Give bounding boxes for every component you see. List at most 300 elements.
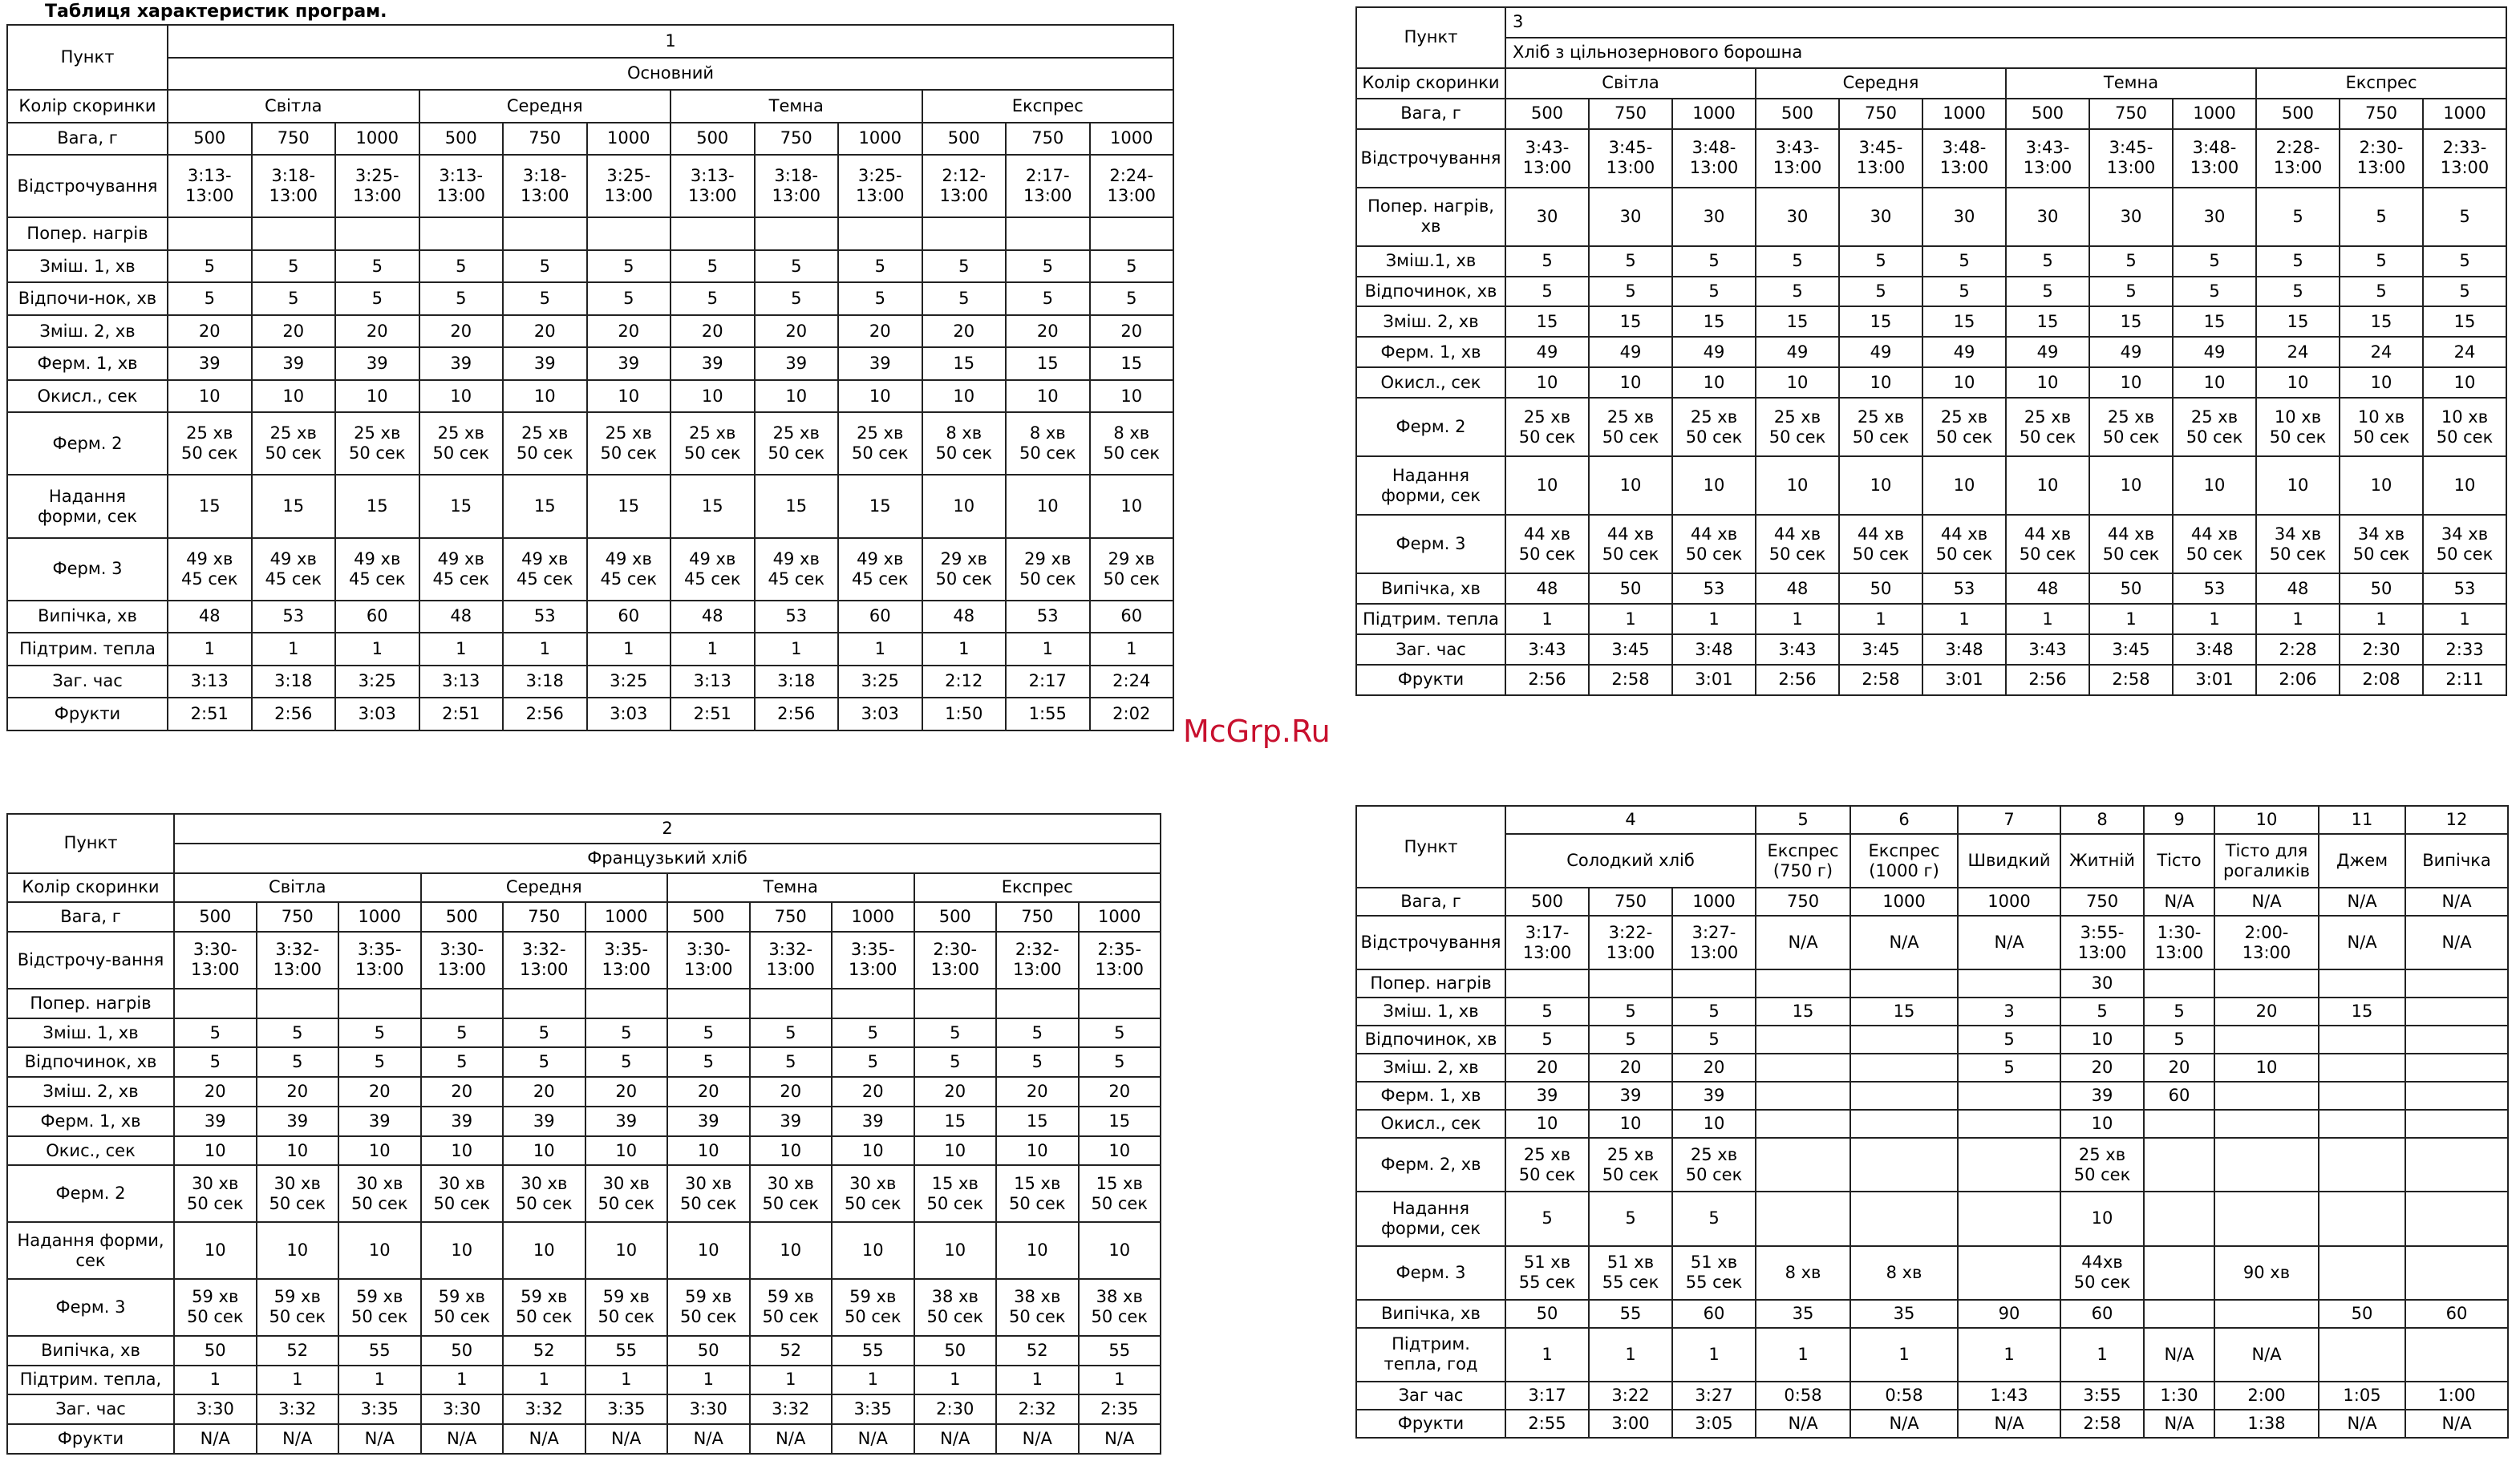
table-cell: 5 [838, 250, 922, 283]
table-cell [1672, 969, 1756, 998]
table-cell: 3:25 [335, 666, 419, 698]
table-cell: 1 [2340, 604, 2423, 634]
table-cell: 49 [1672, 337, 1756, 367]
table-cell: 5 [1839, 277, 1922, 307]
table-cell: Французький хліб [174, 844, 1161, 873]
table-cell: 1 [168, 25, 1173, 58]
table-row [1356, 665, 2506, 695]
table-cell: 15 [1756, 998, 1850, 1026]
row-label: Ферм. 3 [7, 1279, 174, 1336]
row-label: Надання форми, сек [1356, 1192, 1505, 1245]
table-cell: N/A [585, 1424, 668, 1454]
row-label: Вага, г [1356, 888, 1505, 916]
table-cell: 20 [503, 315, 587, 348]
table-cell [338, 989, 421, 1018]
table-cell [1850, 1192, 1958, 1245]
table-cell: 52 [503, 1336, 585, 1366]
row-label: Ферм. 1, хв [7, 1107, 174, 1136]
table-cell: 3:25- 13:00 [335, 155, 419, 217]
table-cell: 3:43- 13:00 [1505, 129, 1589, 188]
table-cell: 3:17 [1505, 1382, 1589, 1410]
table-cell: 25 хв 50 сек [2089, 398, 2173, 456]
table-cell: 3:22 [1589, 1382, 1672, 1410]
table-cell: 20 [421, 1077, 504, 1107]
table-cell: N/A [1756, 916, 1850, 969]
table-cell: 10 [2423, 367, 2506, 398]
table-cell [1505, 969, 1589, 998]
table-cell: 25 хв 50 сек [1672, 1138, 1756, 1192]
table-cell: 10 [2006, 367, 2089, 398]
table-cell: 500 [419, 123, 504, 156]
row-label: Підтрим. тепла [1356, 604, 1505, 634]
table-cell [252, 217, 336, 250]
table-row [7, 123, 1173, 156]
table-cell: 10 [2089, 456, 2173, 515]
table-cell: 5 [1006, 282, 1090, 315]
table-cell: 2:28- 13:00 [2256, 129, 2340, 188]
table-cell [1589, 969, 1672, 998]
table-cell: 25 хв 50 сек [335, 412, 419, 475]
row-label: Ферм. 3 [7, 538, 168, 601]
table-cell [1958, 1192, 2060, 1245]
row-label: Колір скоринки [1356, 68, 1505, 99]
row-label: Ферм. 2 [7, 1165, 174, 1222]
table-cell: 3:35- 13:00 [585, 932, 668, 989]
table-row [1356, 604, 2506, 634]
table-row [7, 814, 1161, 844]
table-cell: 59 хв 50 сек [421, 1279, 504, 1336]
table-cell: 5 [1505, 246, 1589, 277]
table-row [7, 932, 1161, 989]
table-row [7, 380, 1173, 413]
table-cell [832, 989, 914, 1018]
program-table-1 [6, 24, 1174, 731]
table-cell: 1000 [2423, 99, 2506, 129]
table-cell: 500 [168, 123, 252, 156]
table-cell: 5 [1756, 806, 1850, 834]
row-label: Відпочинок, хв [1356, 277, 1505, 307]
row-label: Зміш. 1, хв [7, 250, 168, 283]
table-cell: 15 [1672, 306, 1756, 337]
table-cell: 5 [587, 250, 671, 283]
table-cell: 2:58 [2089, 665, 2173, 695]
table-cell: 48 [168, 601, 252, 633]
table-cell: 15 [838, 475, 922, 537]
table-cell: 15 хв 50 сек [1079, 1165, 1161, 1222]
table-cell: 3:43- 13:00 [1756, 129, 1839, 188]
row-label: Попер. нагрів [7, 989, 174, 1018]
table-cell: N/A [2144, 1410, 2214, 1438]
row-label: Заг час [1356, 1382, 1505, 1410]
table-cell: 500 [2256, 99, 2340, 129]
table-row [1356, 188, 2506, 246]
table-cell: 60 [1090, 601, 1174, 633]
table-cell: 48 [2256, 573, 2340, 604]
table-cell: 2:00 [2214, 1382, 2319, 1410]
table-cell [2405, 1110, 2508, 1138]
table-cell: 750 [503, 902, 585, 932]
table-cell: 3:45- 13:00 [1589, 129, 1672, 188]
table-cell: 15 [2173, 306, 2256, 337]
table-cell: 750 [503, 123, 587, 156]
table-cell: 10 [587, 380, 671, 413]
table-cell: 3:22- 13:00 [1589, 916, 1672, 969]
table-cell: 60 [587, 601, 671, 633]
table-cell: 15 [587, 475, 671, 537]
table-cell: 5 [1672, 1192, 1756, 1245]
table-cell: 49 хв 45 сек [755, 538, 839, 601]
table-cell: 15 [2256, 306, 2340, 337]
table-cell: 25 хв 50 сек [1505, 398, 1589, 456]
table-cell: 50 [2319, 1300, 2405, 1328]
table-cell: 30 [2006, 188, 2089, 246]
table-row [7, 601, 1173, 633]
table-cell: 15 [2423, 306, 2506, 337]
table-cell [2405, 1054, 2508, 1082]
row-label: Випічка, хв [1356, 1300, 1505, 1328]
table-cell: 50 [174, 1336, 257, 1366]
table-cell: 39 [2060, 1082, 2144, 1110]
table-cell: 55 [832, 1336, 914, 1366]
table-cell: 2:58 [1839, 665, 1922, 695]
table-cell: 15 [1756, 306, 1839, 337]
table-cell: 10 [667, 1222, 750, 1279]
table-cell: 52 [996, 1336, 1079, 1366]
table-cell: 49 хв 45 сек [335, 538, 419, 601]
row-label: Підтрим. тепла, год [1356, 1328, 1505, 1382]
row-label: Ферм. 1, хв [7, 347, 168, 380]
table-cell: 3:01 [2173, 665, 2256, 695]
table-cell: N/A [2405, 888, 2508, 916]
table-cell: 2:30- 13:00 [914, 932, 997, 989]
table-cell: 5 [2006, 246, 2089, 277]
table-cell: 2:51 [419, 698, 504, 730]
table-cell: 34 хв 50 сек [2256, 515, 2340, 573]
row-label: Заг. час [1356, 634, 1505, 665]
table-cell: 20 [750, 1077, 833, 1107]
table-cell: 39 [1589, 1082, 1672, 1110]
table-cell: 750 [257, 902, 339, 932]
table-cell: 5 [838, 282, 922, 315]
table-cell: 50 [421, 1336, 504, 1366]
table-cell: 3:03 [587, 698, 671, 730]
watermark: McGrp.Ru [1183, 714, 1331, 749]
table-cell: 20 [996, 1077, 1079, 1107]
table-cell: 15 [335, 475, 419, 537]
table-cell: 3:30 [174, 1394, 257, 1424]
table-cell: 25 хв 50 сек [838, 412, 922, 475]
table-cell: 8 хв [1850, 1246, 1958, 1300]
table-cell: 25 хв 50 сек [2006, 398, 2089, 456]
table-cell: 25 хв 50 сек [252, 412, 336, 475]
table-cell: 5 [257, 1047, 339, 1077]
table-cell: 3:01 [1922, 665, 2006, 695]
table-cell: 1 [2060, 1328, 2144, 1382]
table-cell: 53 [2423, 573, 2506, 604]
table-cell [2144, 1110, 2214, 1138]
row-label: Попер. нагрів, хв [1356, 188, 1505, 246]
table-cell: 1 [585, 1366, 668, 1395]
table-cell: 25 хв 50 сек [755, 412, 839, 475]
row-label: Надання форми, сек [7, 475, 168, 537]
table-cell: 10 [832, 1222, 914, 1279]
table-cell [2405, 1246, 2508, 1300]
table-cell: 1 [671, 633, 755, 666]
table-cell: 2:32- 13:00 [996, 932, 1079, 989]
table-cell: 1000 [1922, 99, 2006, 129]
table-cell [2214, 1138, 2319, 1192]
table-cell: 49 хв 45 сек [252, 538, 336, 601]
table-cell: 2:28 [2256, 634, 2340, 665]
table-cell: 15 [168, 475, 252, 537]
table-cell: 50 [2340, 573, 2423, 604]
table-cell: 1 [168, 633, 252, 666]
table-cell: 5 [922, 250, 1007, 283]
table-cell: 1 [832, 1366, 914, 1395]
table-cell: 39 [667, 1107, 750, 1136]
table-cell: 50 [2089, 573, 2173, 604]
table-cell: 5 [257, 1018, 339, 1048]
table-cell: 25 хв 50 сек [503, 412, 587, 475]
table-cell: 53 [1922, 573, 2006, 604]
table-cell: 5 [1589, 1026, 1672, 1054]
table-row [7, 989, 1161, 1018]
table-cell: 1 [174, 1366, 257, 1395]
table-cell: 3:45 [1589, 634, 1672, 665]
table-cell: 3:48- 13:00 [2173, 129, 2256, 188]
table-cell: 1:30- 13:00 [2144, 916, 2214, 969]
table-cell: 24 [2340, 337, 2423, 367]
table-cell: 15 [1505, 306, 1589, 337]
table-cell [996, 989, 1079, 1018]
table-cell: 39 [1672, 1082, 1756, 1110]
table-row [7, 538, 1173, 601]
table-cell: 59 хв 50 сек [750, 1279, 833, 1336]
table-cell: 49 хв 45 сек [168, 538, 252, 601]
table-row [1356, 573, 2506, 604]
table-cell: 5 [174, 1018, 257, 1048]
table-cell: 10 [922, 380, 1007, 413]
table-cell: 2:12- 13:00 [922, 155, 1007, 217]
row-label: Підтрим. тепла [7, 633, 168, 666]
table-cell: 30 [1839, 188, 1922, 246]
table-cell: 2:58 [1589, 665, 1672, 695]
table-cell: Світла [168, 90, 419, 123]
table-cell: 39 [832, 1107, 914, 1136]
table-cell [2405, 1328, 2508, 1382]
table-cell: 55 [585, 1336, 668, 1366]
table-cell: 5 [1505, 277, 1589, 307]
table-cell: 1 [338, 1366, 421, 1395]
table-cell: 30 [1922, 188, 2006, 246]
table-cell: 30 хв 50 сек [585, 1165, 668, 1222]
table-cell: 10 хв 50 сек [2423, 398, 2506, 456]
table-cell: 5 [585, 1018, 668, 1048]
program-table-2 [6, 813, 1161, 1455]
table-cell [838, 217, 922, 250]
table-cell: 750 [1839, 99, 1922, 129]
table-cell: 10 [1672, 367, 1756, 398]
table-cell [421, 989, 504, 1018]
table-row [7, 1136, 1161, 1166]
table-cell: 5 [2089, 246, 2173, 277]
table-cell: Тісто [2144, 834, 2214, 888]
table-cell: 39 [1505, 1082, 1589, 1110]
table-cell: Середня [421, 873, 668, 903]
row-label: Відпочинок, хв [1356, 1026, 1505, 1054]
table-cell: Темна [2006, 68, 2256, 99]
table-cell: 30 хв 50 сек [667, 1165, 750, 1222]
table-cell: 30 [1589, 188, 1672, 246]
table-cell: 10 [2173, 456, 2256, 515]
table-cell: 1 [2006, 604, 2089, 634]
table-cell: 750 [996, 902, 1079, 932]
table-cell: 1:55 [1006, 698, 1090, 730]
table-cell: 2:02 [1090, 698, 1174, 730]
table-cell: 5 [667, 1018, 750, 1048]
table-cell: 10 [1672, 456, 1756, 515]
table-cell: 25 хв 50 сек [1589, 398, 1672, 456]
table-cell: N/A [1850, 916, 1958, 969]
table-cell: 5 [2423, 246, 2506, 277]
table-cell: 5 [1672, 246, 1756, 277]
table-cell [671, 217, 755, 250]
row-label: Випічка, хв [7, 1336, 174, 1366]
table-cell: 60 [335, 601, 419, 633]
table-cell: 3:27- 13:00 [1672, 916, 1756, 969]
table-cell: 5 [2423, 277, 2506, 307]
table-cell: 5 [174, 1047, 257, 1077]
table-cell: 20 [1505, 1054, 1589, 1082]
table-cell: 750 [2089, 99, 2173, 129]
table-cell: 10 [1006, 475, 1090, 537]
table-cell: 5 [252, 250, 336, 283]
row-label: Окис., сек [7, 1136, 174, 1166]
table-cell: 10 [2060, 1110, 2144, 1138]
table-cell: 3:30 [667, 1394, 750, 1424]
table-cell: 2:55 [1505, 1410, 1589, 1438]
table-row [7, 90, 1173, 123]
table-cell: 20 [338, 1077, 421, 1107]
table-cell: 15 [419, 475, 504, 537]
table-cell: 48 [671, 601, 755, 633]
table-cell: 10 [1505, 456, 1589, 515]
row-label: Пункт [1356, 7, 1505, 68]
table-row [7, 1394, 1161, 1424]
table-cell: 10 [914, 1222, 997, 1279]
table-cell: 1 [838, 633, 922, 666]
table-cell: 1 [1505, 1328, 1589, 1382]
table-cell: 10 [2340, 367, 2423, 398]
table-cell: N/A [2319, 916, 2405, 969]
table-cell: 750 [755, 123, 839, 156]
table-cell: 2:17- 13:00 [1006, 155, 1090, 217]
row-label: Пункт [7, 25, 168, 90]
table-cell: 5 [996, 1047, 1079, 1077]
table-cell: 500 [1505, 99, 1589, 129]
table-row [1356, 337, 2506, 367]
table-cell: 5 [419, 250, 504, 283]
table-row [1356, 969, 2508, 998]
table-cell: 50 [1589, 573, 1672, 604]
table-cell [1756, 1054, 1850, 1082]
table-cell: 10 [168, 380, 252, 413]
table-cell: 3:35- 13:00 [338, 932, 421, 989]
table-cell: 60 [838, 601, 922, 633]
table-cell: 10 хв 50 сек [2340, 398, 2423, 456]
table-row [1356, 1382, 2508, 1410]
table-row [1356, 277, 2506, 307]
table-cell [1756, 1138, 1850, 1192]
table-row [1356, 7, 2506, 38]
table-cell: 10 [1090, 475, 1174, 537]
table-cell: 5 [667, 1047, 750, 1077]
table-cell: 1 [2423, 604, 2506, 634]
row-label: Попер. нагрів [1356, 969, 1505, 998]
table-cell: 2:08 [2340, 665, 2423, 695]
table-cell: 3:03 [838, 698, 922, 730]
table-cell: 5 [1079, 1018, 1161, 1048]
table-cell: 10 хв 50 сек [2256, 398, 2340, 456]
table-cell: 3:48- 13:00 [1672, 129, 1756, 188]
table-cell: 12 [2405, 806, 2508, 834]
table-cell: 5 [168, 282, 252, 315]
table-cell: 5 [1839, 246, 1922, 277]
table-cell [1958, 1110, 2060, 1138]
table-cell [335, 217, 419, 250]
table-cell: 49 хв 45 сек [419, 538, 504, 601]
table-cell: 10 [1922, 367, 2006, 398]
table-cell: 1000 [1090, 123, 1174, 156]
table-cell: 1000 [587, 123, 671, 156]
table-cell: 10 [838, 380, 922, 413]
table-cell: N/A [174, 1424, 257, 1454]
table-cell: 2:00- 13:00 [2214, 916, 2319, 969]
table-cell: 3:48 [2173, 634, 2256, 665]
table-cell: 30 хв 50 сек [257, 1165, 339, 1222]
table-cell: 3:13- 13:00 [671, 155, 755, 217]
table-cell: 10 [1079, 1222, 1161, 1279]
table-cell [2405, 998, 2508, 1026]
table-cell [2144, 1246, 2214, 1300]
table-cell: 3:13- 13:00 [419, 155, 504, 217]
table-cell: 3:30 [421, 1394, 504, 1424]
table-cell: N/A [1079, 1424, 1161, 1454]
table-cell: 5 [503, 1047, 585, 1077]
table-cell: Житній [2060, 834, 2144, 888]
table-cell: 5 [503, 1018, 585, 1048]
table-cell: 10 [338, 1222, 421, 1279]
table-cell: 5 [2340, 277, 2423, 307]
table-cell: 1:43 [1958, 1382, 2060, 1410]
table-cell: 59 хв 50 сек [585, 1279, 668, 1336]
table-cell [1958, 1082, 2060, 1110]
table-cell: 49 [1756, 337, 1839, 367]
table-cell: 10 [2256, 456, 2340, 515]
table-cell: 29 хв 50 сек [1090, 538, 1174, 601]
table-cell: 20 [2144, 1054, 2214, 1082]
table-row [7, 873, 1161, 903]
table-cell: 90 хв [2214, 1246, 2319, 1300]
table-row [1356, 38, 2506, 68]
table-cell [2144, 1138, 2214, 1192]
table-cell [2214, 1110, 2319, 1138]
table-row [7, 1366, 1161, 1395]
table-cell: 15 [671, 475, 755, 537]
table-cell: 20 [2214, 998, 2319, 1026]
table-cell: 3:18 [252, 666, 336, 698]
table-cell [2319, 1082, 2405, 1110]
